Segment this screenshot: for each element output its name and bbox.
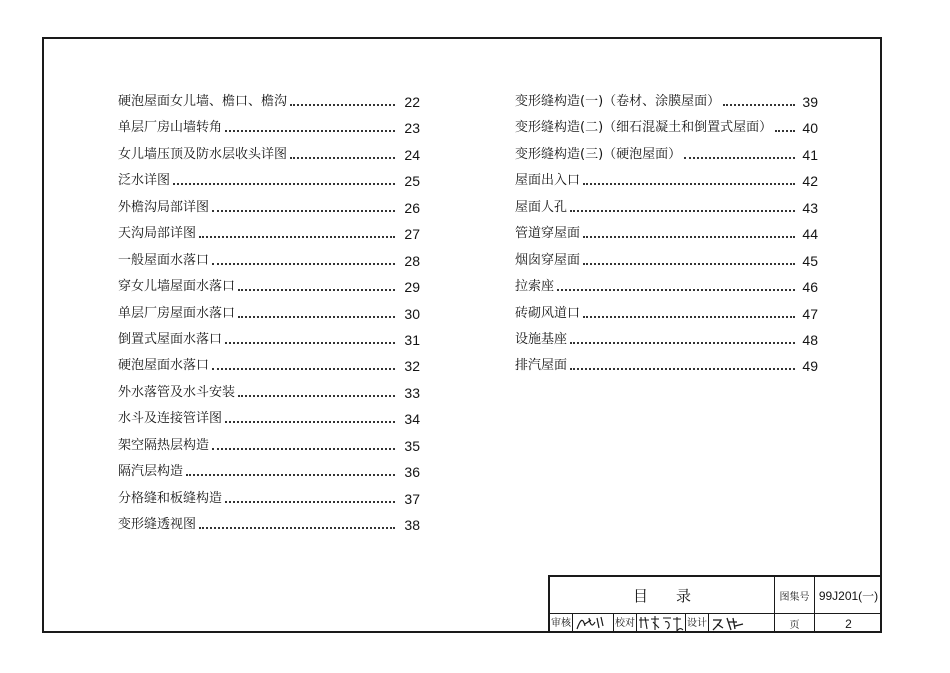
leader-dots bbox=[186, 474, 395, 476]
toc-entry-title: 单层厂房山墙转角 bbox=[118, 120, 223, 136]
toc-entry-page: 45 bbox=[802, 252, 818, 269]
toc-entry-page: 29 bbox=[404, 279, 420, 296]
toc-left-column bbox=[118, 93, 420, 542]
toc-entry bbox=[515, 357, 818, 375]
toc-entry-page: 31 bbox=[404, 331, 420, 348]
toc-entry bbox=[118, 305, 420, 323]
toc-entry bbox=[118, 437, 420, 455]
toc-entry bbox=[118, 463, 420, 481]
toc-entry bbox=[118, 252, 420, 270]
toc-entry-title: 硬泡屋面女儿墙、檐口、檐沟 bbox=[118, 94, 288, 109]
toc-entry-title: 架空隔热层构造 bbox=[118, 437, 210, 453]
review-signature bbox=[573, 614, 613, 633]
toc-entry-title: 变形缝构造(三)（硬泡屋面） bbox=[515, 146, 682, 162]
atlas-number-label: 图集号 bbox=[775, 577, 815, 614]
title-cell bbox=[550, 577, 775, 614]
toc-entry-title: 烟囱穿屋面 bbox=[515, 252, 581, 268]
toc-entry-title: 外檐沟局部详图 bbox=[118, 199, 210, 215]
toc-entry bbox=[515, 225, 818, 243]
check-signature bbox=[637, 614, 685, 633]
leader-dots bbox=[290, 104, 395, 106]
toc-entry-title: 泛水详图 bbox=[118, 173, 171, 189]
toc-entry bbox=[118, 225, 420, 243]
atlas-number-value: 99J201(一) bbox=[815, 577, 882, 614]
leader-dots bbox=[238, 289, 395, 291]
toc-entry bbox=[118, 357, 420, 375]
toc-entry-page: 42 bbox=[802, 173, 818, 190]
leader-dots bbox=[212, 448, 395, 450]
toc-entry-page: 30 bbox=[404, 305, 420, 322]
toc-entry-page: 36 bbox=[404, 464, 420, 481]
leader-dots bbox=[684, 157, 795, 159]
leader-dots bbox=[225, 421, 395, 423]
toc-entry bbox=[515, 172, 818, 190]
toc-entry bbox=[118, 199, 420, 217]
toc-entry-title: 倒置式屋面水落口 bbox=[118, 331, 223, 347]
toc-entry bbox=[118, 410, 420, 428]
toc-entry-page: 43 bbox=[802, 199, 818, 216]
leader-dots bbox=[225, 342, 395, 344]
toc-entry bbox=[515, 305, 818, 323]
leader-dots bbox=[225, 501, 395, 503]
leader-dots bbox=[173, 183, 395, 185]
leader-dots bbox=[212, 210, 395, 212]
toc-entry bbox=[118, 490, 420, 508]
signature-row bbox=[550, 614, 775, 633]
leader-dots bbox=[557, 289, 795, 291]
toc-entry bbox=[118, 146, 420, 164]
toc-entry-title: 天沟局部详图 bbox=[118, 226, 197, 242]
leader-dots bbox=[775, 130, 795, 132]
toc-entry-page: 26 bbox=[404, 199, 420, 216]
toc-entry bbox=[515, 199, 818, 217]
leader-dots bbox=[583, 236, 795, 238]
toc-entry-page: 34 bbox=[404, 411, 420, 428]
toc-entry bbox=[515, 119, 818, 137]
toc-entry-page: 32 bbox=[404, 358, 420, 375]
toc-entry-page: 49 bbox=[802, 358, 818, 375]
toc-entry bbox=[118, 384, 420, 402]
leader-dots bbox=[212, 263, 395, 265]
leader-dots bbox=[583, 183, 795, 185]
toc-entry-title: 拉索座 bbox=[515, 279, 555, 295]
design-label: 设计 bbox=[685, 614, 709, 633]
leader-dots bbox=[212, 368, 395, 370]
toc-entry bbox=[515, 93, 818, 111]
leader-dots bbox=[583, 316, 795, 318]
leader-dots bbox=[238, 395, 395, 397]
toc-entry-page: 39 bbox=[802, 94, 818, 110]
toc-entry-page: 48 bbox=[802, 331, 818, 348]
toc-entry-title: 屋面出入口 bbox=[515, 173, 581, 189]
toc-entry bbox=[118, 278, 420, 296]
toc-entry-page: 41 bbox=[802, 146, 818, 163]
leader-dots bbox=[199, 527, 395, 529]
toc-entry-page: 24 bbox=[404, 146, 420, 163]
design-signature bbox=[709, 614, 749, 633]
toc-entry-page: 47 bbox=[802, 305, 818, 322]
toc-entry-title: 管道穿屋面 bbox=[515, 226, 581, 242]
toc-entry bbox=[515, 146, 818, 164]
toc-entry-page: 25 bbox=[404, 173, 420, 190]
toc-entry-page: 23 bbox=[404, 120, 420, 137]
toc-entry bbox=[118, 516, 420, 534]
toc-entry bbox=[515, 331, 818, 349]
leader-dots bbox=[290, 157, 395, 159]
toc-entry-page: 38 bbox=[404, 517, 420, 533]
page-number: 2 bbox=[845, 616, 852, 631]
toc-entry-page: 33 bbox=[404, 384, 420, 401]
toc-entry-page: 37 bbox=[404, 490, 420, 507]
toc-entry-page: 40 bbox=[802, 120, 818, 137]
drawing-title: 目录 bbox=[632, 586, 719, 605]
toc-entry-title: 硬泡屋面水落口 bbox=[118, 358, 210, 374]
toc-entry-page: 44 bbox=[802, 226, 818, 243]
toc-entry bbox=[118, 172, 420, 190]
toc-entry-title: 变形缝构造(一)（卷材、涂膜屋面） bbox=[515, 94, 721, 109]
toc-entry-title: 变形缝透视图 bbox=[118, 517, 197, 532]
toc-entry-page: 46 bbox=[802, 279, 818, 296]
check-label: 校对 bbox=[613, 614, 637, 633]
leader-dots bbox=[199, 236, 395, 238]
leader-dots bbox=[570, 210, 795, 212]
toc-right-column bbox=[515, 93, 818, 384]
toc-entry bbox=[118, 93, 420, 111]
toc-entry-title: 女儿墙压顶及防水层收头详图 bbox=[118, 146, 288, 162]
toc-entry-title: 分格缝和板缝构造 bbox=[118, 490, 223, 506]
review-label: 审核 bbox=[550, 614, 573, 633]
toc-entry-title: 水斗及连接管详图 bbox=[118, 411, 223, 427]
toc-entry-title: 屋面人孔 bbox=[515, 199, 568, 215]
toc-entry-title: 外水落管及水斗安装 bbox=[118, 384, 236, 400]
leader-dots bbox=[570, 368, 795, 370]
leader-dots bbox=[225, 130, 395, 132]
leader-dots bbox=[570, 342, 795, 344]
toc-entry-title: 隔汽层构造 bbox=[118, 464, 184, 480]
toc-entry-title: 砖砌风道口 bbox=[515, 305, 581, 321]
leader-dots bbox=[583, 263, 795, 265]
toc-entry bbox=[118, 119, 420, 137]
toc-entry-page: 22 bbox=[404, 94, 420, 110]
toc-entry bbox=[118, 331, 420, 349]
page-label: 页 bbox=[775, 614, 815, 633]
leader-dots bbox=[238, 316, 395, 318]
toc-entry bbox=[515, 278, 818, 296]
toc-entry-title: 排汽屋面 bbox=[515, 358, 568, 374]
title-block bbox=[548, 575, 882, 633]
toc-entry bbox=[515, 252, 818, 270]
toc-entry-title: 变形缝构造(二)（细石混凝土和倒置式屋面） bbox=[515, 120, 773, 136]
toc-entry-page: 35 bbox=[404, 437, 420, 454]
toc-entry-title: 单层厂房屋面水落口 bbox=[118, 305, 236, 321]
toc-entry-title: 一般屋面水落口 bbox=[118, 252, 210, 268]
toc-entry-page: 28 bbox=[404, 252, 420, 269]
leader-dots bbox=[723, 104, 795, 106]
toc-entry-page: 27 bbox=[404, 226, 420, 243]
toc-entry-title: 设施基座 bbox=[515, 331, 568, 347]
toc-entry-title: 穿女儿墙屋面水落口 bbox=[118, 279, 236, 295]
